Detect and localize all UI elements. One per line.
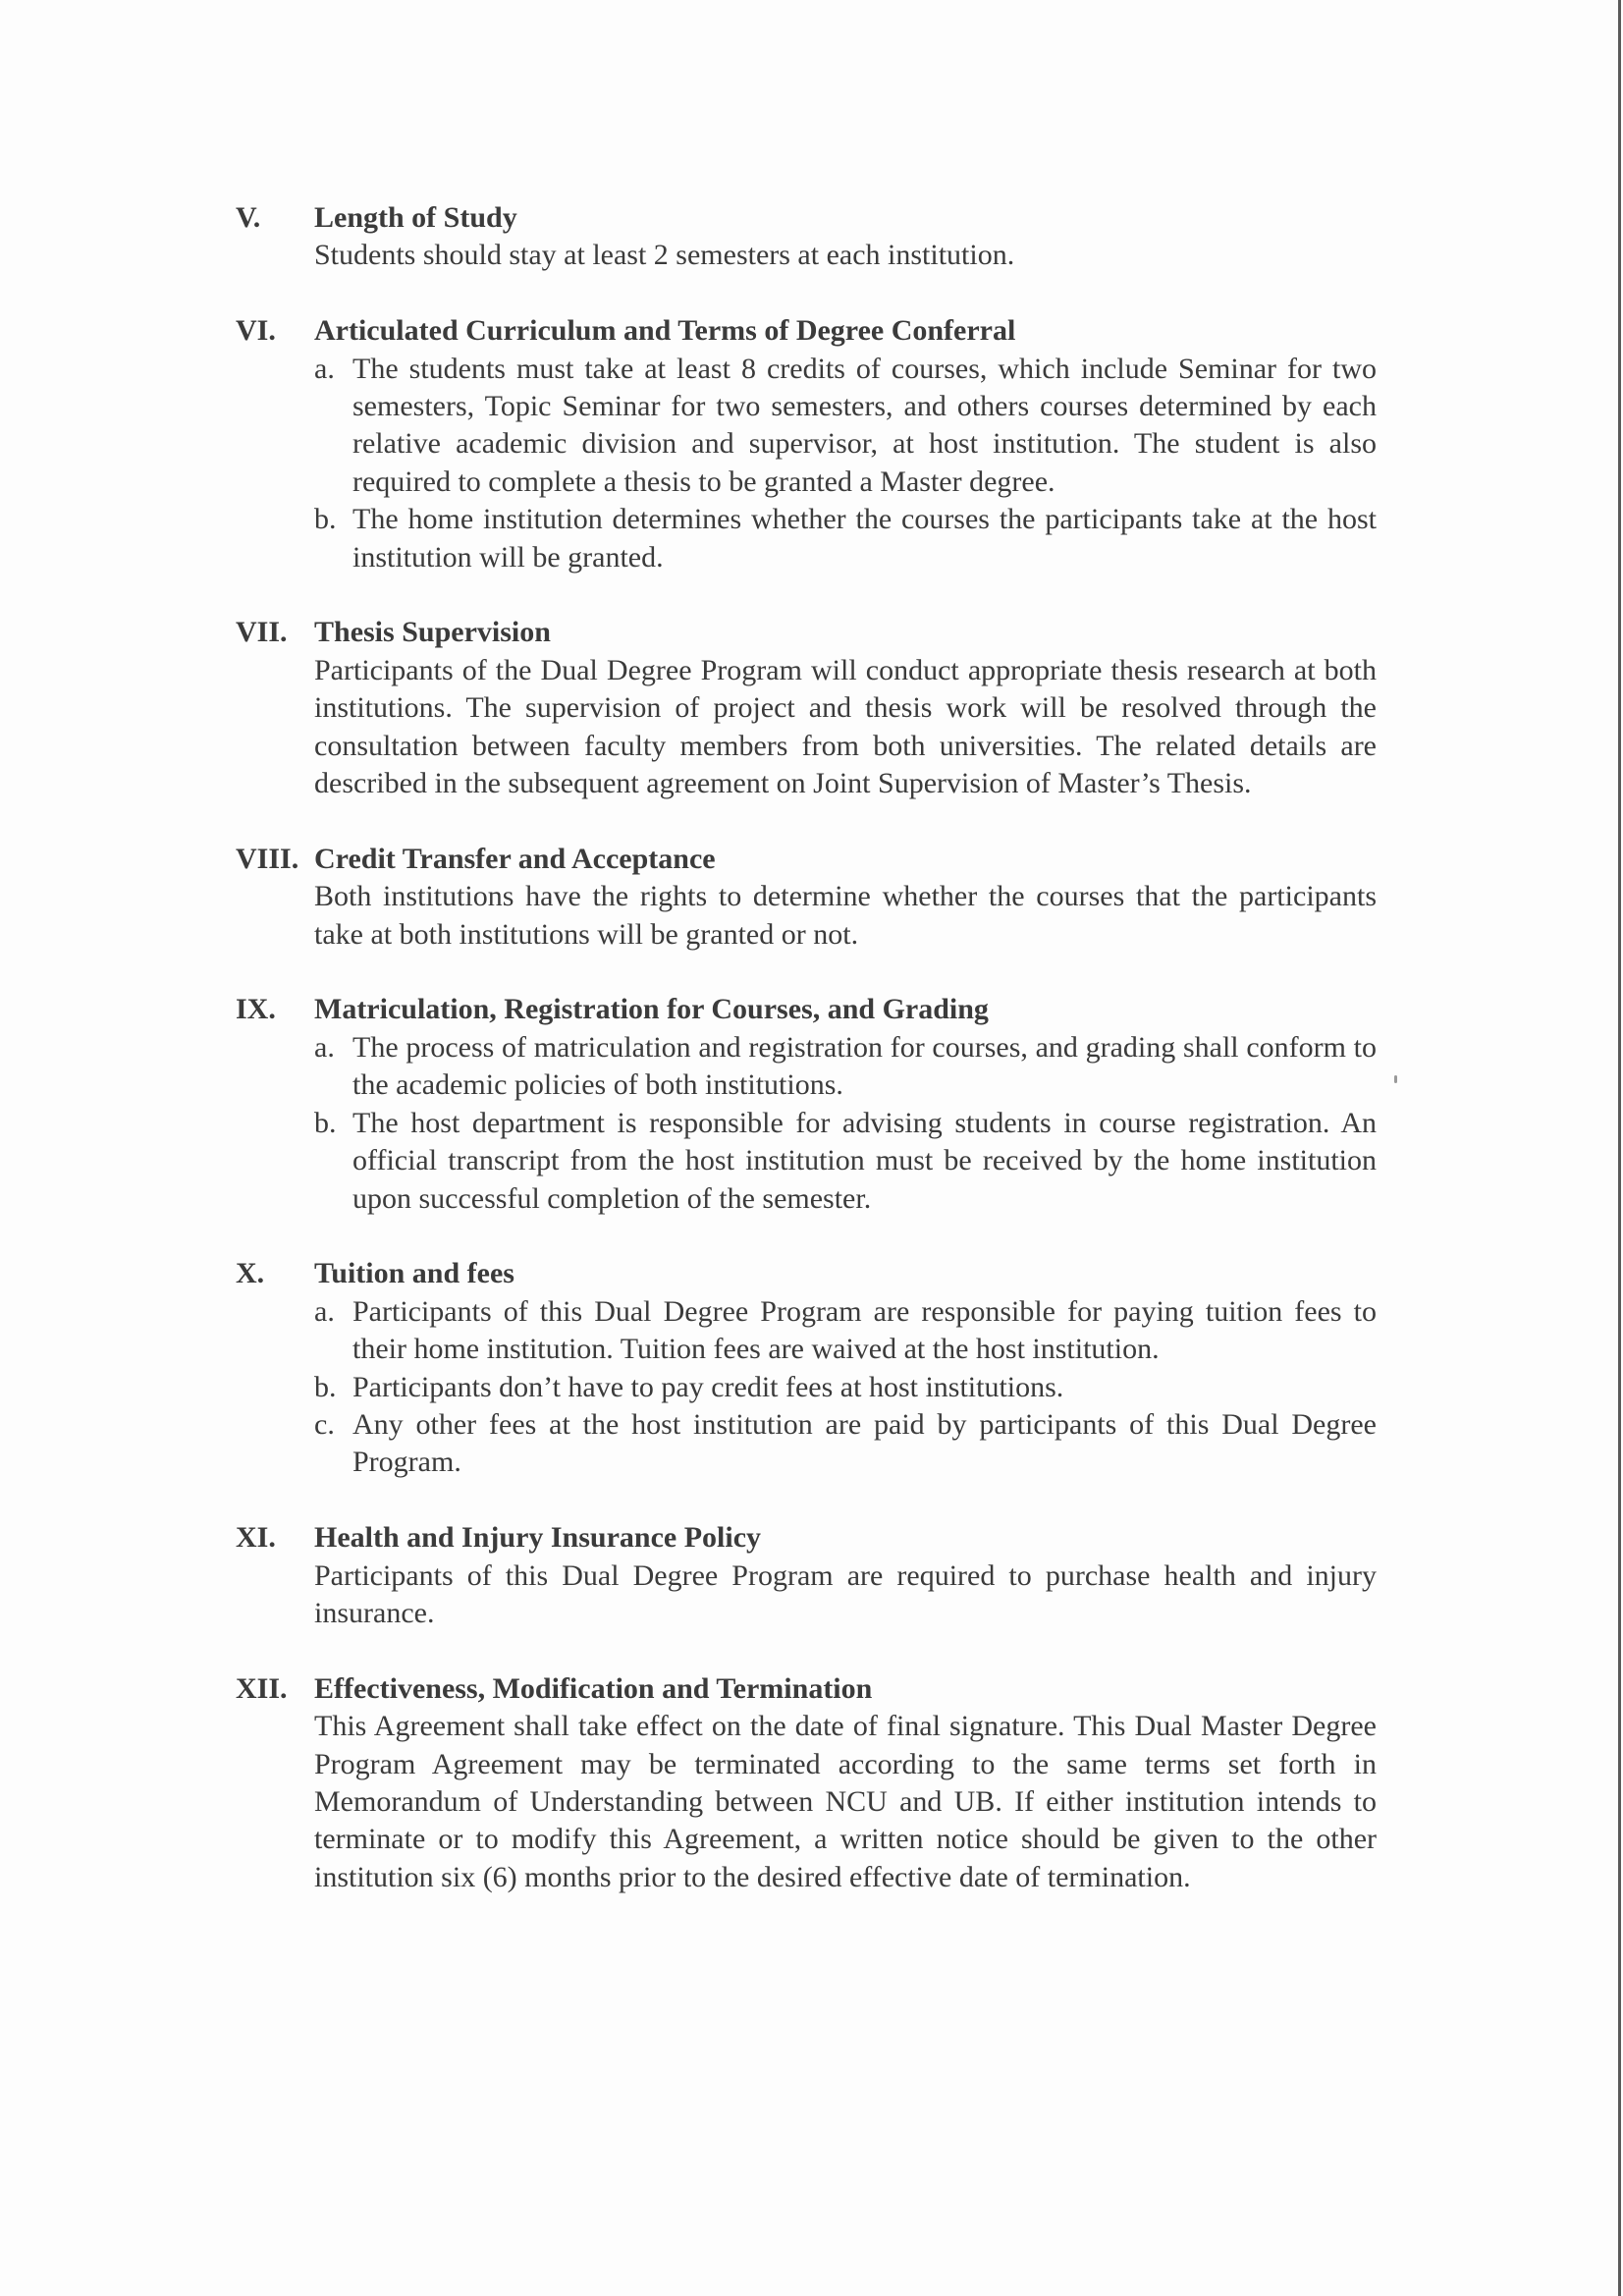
- section-effectiveness: [236, 1670, 1377, 1896]
- item-text: Participants of this Dual Degree Program are responsible for paying tuition fees to their home institution. Tuition fees are waived at the host institution.: [352, 1294, 1377, 1366]
- list-item: [314, 1369, 1377, 1406]
- item-list: [314, 1029, 1377, 1218]
- section-heading: Matriculation, Registration for Courses, and Grading: [314, 993, 989, 1026]
- scanned-page-edge: [1618, 0, 1621, 2296]
- section-numeral: VII.: [236, 616, 288, 649]
- section-heading: Health and Injury Insurance Policy: [314, 1521, 762, 1555]
- section-tuition-and-fees: [236, 1255, 1377, 1481]
- section-curriculum: [236, 312, 1377, 576]
- item-text: Any other fees at the host institution are paid by participants of this Dual Degree Program.: [352, 1407, 1377, 1479]
- section-heading: Thesis Supervision: [314, 616, 551, 649]
- item-marker: b.: [314, 1370, 337, 1403]
- section-numeral: XI.: [236, 1521, 276, 1555]
- section-text: Participants of the Dual Degree Program will conduct appropriate thesis research at both institutions. The supervision of project and thesis work will be resolved through the consultation between faculty members from both universities. The related details are described in the subsequent agreement on Joint Supervision of Master’s Thesis.: [314, 653, 1377, 800]
- item-marker: a.: [314, 1294, 335, 1328]
- item-marker: a.: [314, 1030, 335, 1064]
- list-item: [314, 351, 1377, 502]
- document-body: [236, 199, 1377, 1935]
- section-text: Students should stay at least 2 semesters at each institution.: [314, 239, 1015, 272]
- list-item: [314, 1406, 1377, 1482]
- section-text: Both institutions have the rights to determine whether the courses that the participants take at both institutions will be granted or not.: [314, 880, 1377, 951]
- item-list: [314, 351, 1377, 576]
- item-marker: c.: [314, 1407, 335, 1441]
- item-list: [314, 1293, 1377, 1482]
- section-numeral: VI.: [236, 314, 276, 348]
- list-item: [314, 1293, 1377, 1369]
- section-credit-transfer: [236, 841, 1377, 954]
- section-heading: Effectiveness, Modification and Termination: [314, 1671, 873, 1705]
- section-numeral: V.: [236, 201, 261, 234]
- section-heading: Tuition and fees: [314, 1257, 514, 1290]
- section-numeral: VIII.: [236, 842, 299, 875]
- section-matriculation: [236, 991, 1377, 1217]
- section-length-of-study: [236, 199, 1377, 275]
- section-text: Participants of this Dual Degree Program are required to purchase health and injury insurance.: [314, 1558, 1377, 1629]
- item-marker: b.: [314, 1106, 337, 1139]
- section-text: This Agreement shall take effect on the date of final signature. This Dual Master Degree Program Agreement may be terminated according to the same terms set forth in Memorandum of Understanding between NCU and UB. If either institution intends to terminate or to modify this Agreement, a written notice should be given to the other institution six (6) months prior to the desired effective date of termination.: [314, 1710, 1377, 1893]
- section-heading: Articulated Curriculum and Terms of Degree Conferral: [314, 314, 1016, 348]
- scan-speck: [1394, 1075, 1397, 1083]
- item-marker: a.: [314, 352, 335, 385]
- section-numeral: XII.: [236, 1671, 288, 1705]
- section-numeral: X.: [236, 1257, 265, 1290]
- item-text: The process of matriculation and registration for courses, and grading shall conform to the academic policies of both institutions.: [352, 1030, 1377, 1102]
- item-marker: b.: [314, 503, 337, 536]
- list-item: [314, 1105, 1377, 1218]
- item-text: The students must take at least 8 credits of courses, which include Seminar for two semesters, Topic Seminar for two semesters, and others courses determined by each relative academic division and supervisor, at host institution. The student is also required to complete a thesis to be granted a Master degree.: [352, 352, 1377, 498]
- item-text: The host department is responsible for advising students in course registration. An official transcript from the host institution must be received by the home institution upon successful completion of the semester.: [352, 1106, 1377, 1215]
- section-insurance: [236, 1519, 1377, 1632]
- list-item: [314, 1029, 1377, 1105]
- list-item: [314, 501, 1377, 576]
- section-thesis-supervision: [236, 614, 1377, 802]
- section-numeral: IX.: [236, 993, 276, 1026]
- section-heading: Length of Study: [314, 201, 517, 234]
- section-heading: Credit Transfer and Acceptance: [314, 842, 716, 875]
- item-text: Participants don’t have to pay credit fees at host institutions.: [352, 1370, 1064, 1403]
- item-text: The home institution determines whether the courses the participants take at the host institution will be granted.: [352, 503, 1377, 574]
